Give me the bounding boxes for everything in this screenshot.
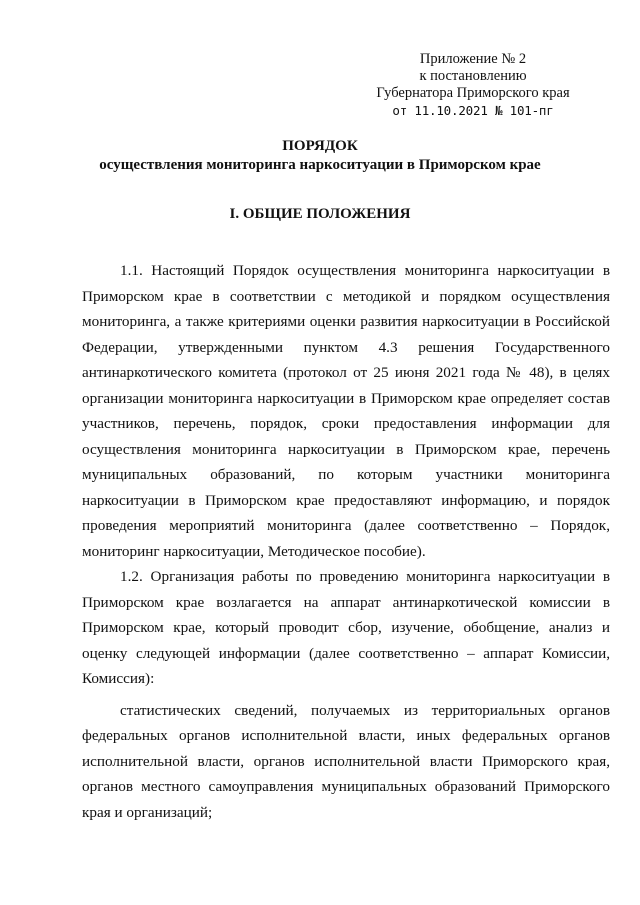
paragraph-statistics: статистических сведений, получаемых из территориальных органов федеральных органов исполнительной власти, иных федеральных органов исполнительной власти, органов исполнительной власти Приморского края, органов местного самоуправления муниципальных образований Приморского края и организаций; [82,701,610,821]
document-title [0,137,640,175]
paragraph-1-1: 1.1. Настоящий Порядок осуществления мониторинга наркоситуации в Приморском крае в соответствии с методикой и порядком осуществления мониторинга, а также критериями оценки развития наркоситуации в Российской Федерации, утвержденными пунктом 4.3 решения Государственного антинаркотического комитета (протокол от 25 июня 2021 года № 48), в целях организации мониторинга наркоситуации в Приморском крае определяет состав участников, перечень, порядок, сроки предоставления информации для осуществления мониторинга наркоситуации в Приморском крае, перечень муниципальных образований, по которым участники мониторинга наркоситуации в Приморском крае предоставляют информацию, и порядок проведения мероприятий мониторинга (далее соответственно – Порядок, мониторинг наркоситуации, Методическое пособие). [82,262,610,560]
appendix-governor: Губернатора Приморского края [376,85,570,101]
paragraph-1-2: 1.2. Организация работы по проведению мониторинга наркоситуации в Приморском крае возлагается на аппарат антинаркотической комиссии в Приморском крае, который проводит сбор, изучение, обобщение, анализ и оценку следующей информации (далее соответственно – аппарат Комиссии, Комиссия): [82,568,610,687]
appendix-block [358,51,588,119]
body-text [82,258,610,825]
appendix-resolution: к постановлению [419,68,527,84]
appendix-number: Приложение № 2 [419,51,527,67]
title-sub: осуществления мониторинга наркоситуации в Приморском крае [99,157,541,173]
title-main: ПОРЯДОК [282,138,358,154]
section-heading: I. ОБЩИЕ ПОЛОЖЕНИЯ [229,206,411,222]
appendix-date: от 11.10.2021 № 101-пг [392,103,554,118]
